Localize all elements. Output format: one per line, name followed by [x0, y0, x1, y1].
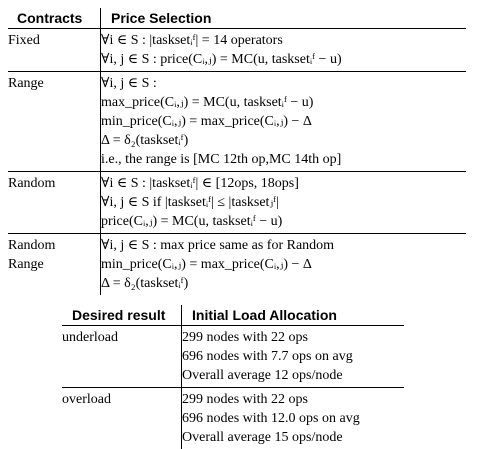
allocation-cell — [182, 388, 404, 449]
formula-line: ∀i, j ∈ S if |tasksetᵢᶠ| ≤ |tasksetⱼᶠ| — [101, 195, 279, 210]
formula-line: ∀i ∈ S : |tasksetᵢᶠ| = 14 operators — [101, 33, 283, 48]
table-row — [8, 172, 466, 233]
price-selection-cell — [101, 72, 466, 171]
table-row — [8, 72, 466, 171]
formula-line: price(Cᵢ,ⱼ) = MC(u, tasksetᵢᶠ − u) — [101, 214, 283, 229]
formula-line: ∀i, j ∈ S : price(Cᵢ,ⱼ) = MC(u, tasksetᵢᶠ − u) — [101, 52, 342, 67]
column-header-initial-load-allocation: Initial Load Allocation — [192, 307, 337, 323]
price-selection-cell — [101, 234, 466, 295]
formula-line: max_price(Cᵢ,ⱼ) = MC(u, tasksetᵢᶠ − u) — [101, 95, 314, 110]
table-row — [62, 326, 404, 387]
contract-name-line: Range — [8, 76, 44, 91]
contract-name — [8, 72, 100, 171]
formula-line: ∀i, j ∈ S : — [101, 76, 157, 91]
contract-name-line: Random — [8, 176, 56, 191]
desired-result-label: underload — [62, 330, 118, 345]
formula-line: min_price(Cᵢ,ⱼ) = max_price(Cᵢ,ⱼ) − Δ — [101, 257, 312, 272]
allocation-line: Overall average 15 ops/node — [182, 430, 343, 445]
contract-name-line: Fixed — [8, 33, 40, 48]
allocation-line: 299 nodes with 22 ops — [182, 392, 308, 407]
desired-result-label: overload — [62, 392, 111, 407]
contract-name-line: Range — [8, 257, 44, 272]
allocation-line: 299 nodes with 22 ops — [182, 330, 308, 345]
formula-line: ∀i ∈ S : |tasksetᵢᶠ| ∈ [12ops, 18ops] — [101, 176, 299, 191]
contract-name — [8, 172, 100, 233]
contract-name-line: Random — [8, 238, 56, 253]
load-allocation-table — [62, 305, 404, 449]
contracts-table — [8, 8, 466, 295]
allocation-line: 696 nodes with 7.7 ops on avg — [182, 349, 353, 364]
desired-result-cell — [62, 388, 181, 449]
allocation-line: 696 nodes with 12.0 ops on avg — [182, 411, 360, 426]
load-table-header — [62, 305, 404, 325]
price-selection-cell — [101, 29, 466, 71]
table-row — [62, 388, 404, 449]
contract-name — [8, 29, 100, 71]
contract-name — [8, 234, 100, 295]
column-header-contracts: Contracts — [17, 10, 83, 26]
formula-line: Δ = δ₂(tasksetᵢᶠ) — [101, 276, 189, 291]
price-selection-cell — [101, 172, 466, 233]
formula-line: Δ = δ₂(tasksetᵢᶠ) — [101, 133, 189, 148]
allocation-cell — [182, 326, 404, 387]
column-header-desired-result: Desired result — [72, 307, 166, 323]
formula-line: min_price(Cᵢ,ⱼ) = max_price(Cᵢ,ⱼ) − Δ — [101, 114, 312, 129]
formula-line: i.e., the range is [MC 12th op,MC 14th op] — [101, 152, 342, 167]
contracts-table-header — [8, 8, 466, 28]
column-header-price-selection: Price Selection — [111, 10, 212, 26]
allocation-line: Overall average 12 ops/node — [182, 368, 343, 383]
table-row — [8, 29, 466, 71]
formula-line: ∀i, j ∈ S : max price same as for Random — [101, 238, 335, 253]
desired-result-cell — [62, 326, 181, 387]
table-row — [8, 234, 466, 295]
